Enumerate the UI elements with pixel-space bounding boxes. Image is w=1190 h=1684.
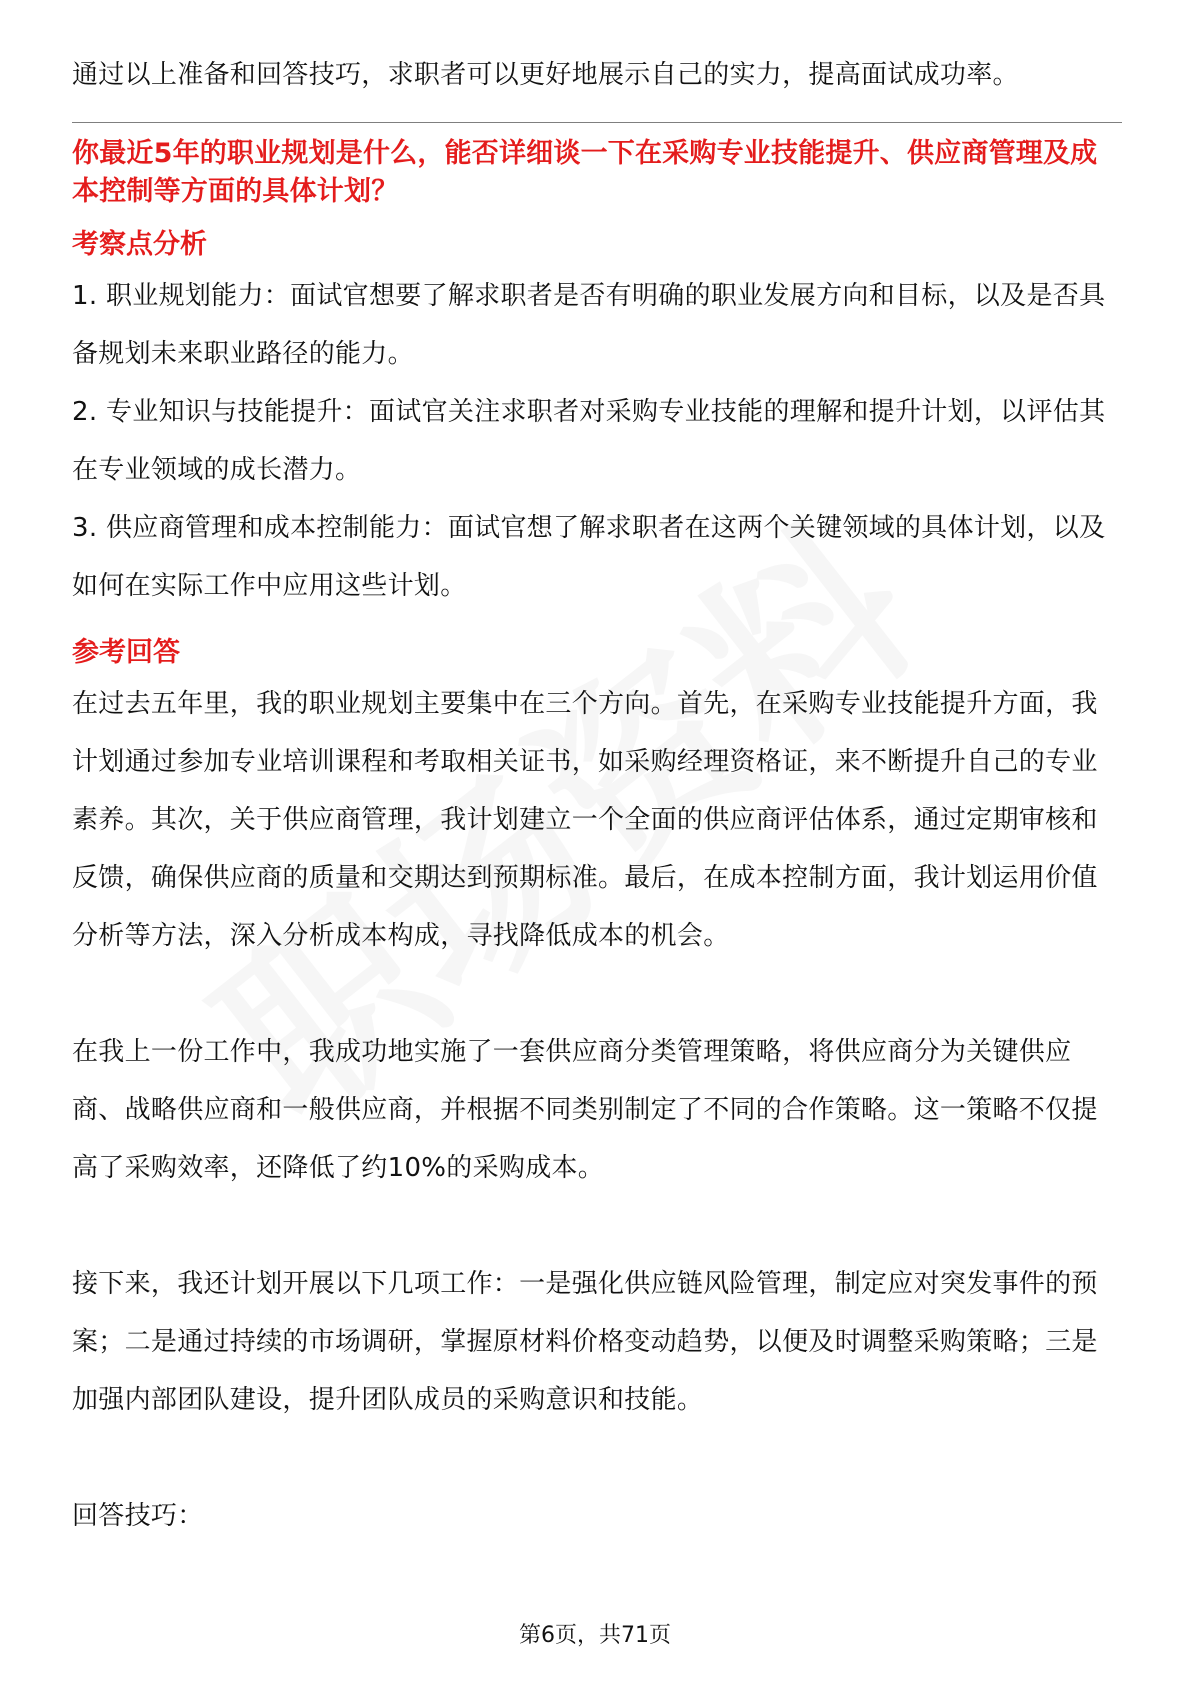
interview-question: 你最近5年的职业规划是什么，能否详细谈一下在采购专业技能提升、供应商管理及成本控制等方面的具体计划？: [72, 138, 1098, 207]
answer-paragraph-2: 在我上一份工作中，我成功地实施了一套供应商分类管理策略，将供应商分为关键供应商、战略供应商和一般供应商，并根据不同类别制定了不同的合作策略。这一策略不仅提高了采购效率，还降低了约10%的采购成本。: [72, 1037, 1098, 1183]
paragraph-gap: [72, 965, 1122, 1023]
answer-paragraph-1: 在过去五年里，我的职业规划主要集中在三个方向。首先，在采购专业技能提升方面，我计划通过参加专业培训课程和考取相关证书，如采购经理资格证，来不断提升自己的专业素养。其次，关于供应商管理，我计划建立一个全面的供应商评估体系，通过定期审核和反馈，确保供应商的质量和交期达到预期标准。最后，在成本控制方面，我计划运用价值分析等方法，深入分析成本构成，寻找降低成本的机会。: [72, 689, 1098, 951]
analysis-item-1: 1. 职业规划能力：面试官想要了解求职者是否有明确的职业发展方向和目标，以及是否具备规划未来职业路径的能力。: [72, 281, 1106, 369]
page-content: [72, 46, 1122, 1545]
analysis-item-3: 3. 供应商管理和成本控制能力：面试官想了解求职者在这两个关键领域的具体计划，以及如何在实际工作中应用这些计划。: [72, 513, 1106, 601]
answer-paragraph-3: 接下来，我还计划开展以下几项工作：一是强化供应链风险管理，制定应对突发事件的预案；二是通过持续的市场调研，掌握原材料价格变动趋势，以便及时调整采购策略；三是加强内部团队建设，提升团队成员的采购意识和技能。: [72, 1269, 1098, 1415]
paragraph-gap: [72, 1429, 1122, 1487]
tips-label: 回答技巧：: [72, 1501, 204, 1531]
answer-heading: 参考回答: [72, 637, 180, 668]
analysis-item-2: 2. 专业知识与技能提升：面试官关注求职者对采购专业技能的理解和提升计划，以评估其在专业领域的成长潜力。: [72, 397, 1106, 485]
analysis-heading: 考察点分析: [72, 229, 207, 260]
paragraph-gap: [72, 1197, 1122, 1255]
section-divider: [72, 122, 1122, 123]
page-footer: 第6页，共71页: [519, 1623, 671, 1648]
intro-paragraph: 通过以上准备和回答技巧，求职者可以更好地展示自己的实力，提高面试成功率。: [72, 60, 1019, 90]
